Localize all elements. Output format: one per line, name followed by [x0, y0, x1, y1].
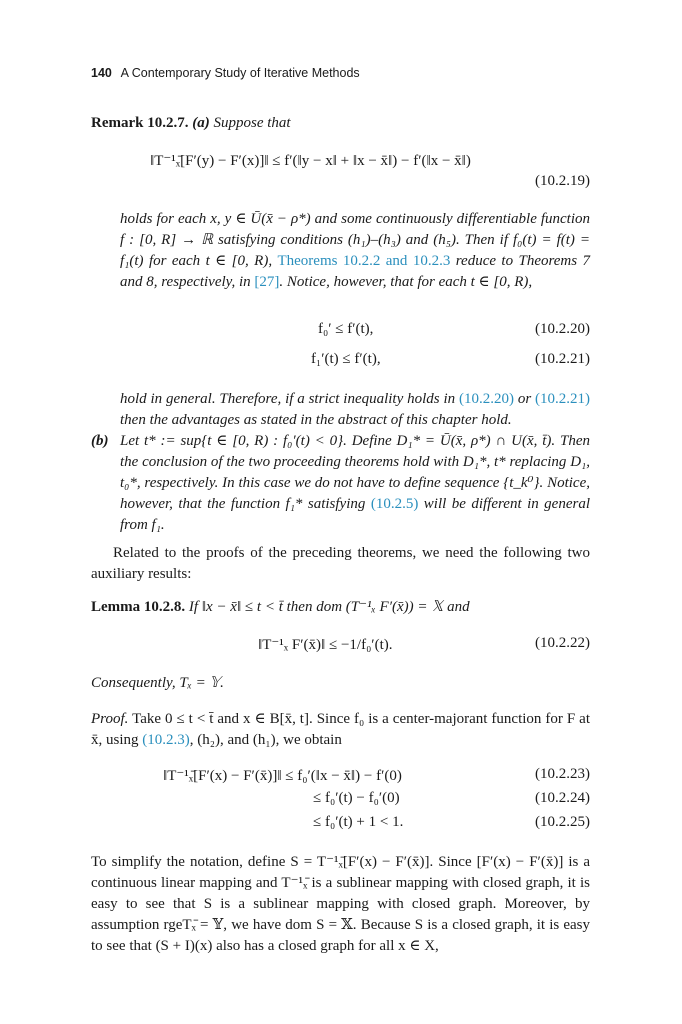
remark-part-a-paragraph: holds for each x, y ∈ Ū(x̄ − ρ*) and some continuously differentiable function f : [0, R] → ℝ satisfying conditions (h₁)–(h₃) and (h₅). Then if f₀(t) = f(t) = f₁(t) for each t ∈ [0, R), Theorems 10.2.2 and 10.2.3 reduce to Theorems 7 and 8, respectively, in [27]. Notice, however, that for each t ∈ [0, R), — [120, 211, 590, 290]
part-b-label: (b) — [91, 433, 109, 449]
equation-10-2-21: f₁′(t) ≤ f′(t), — [311, 351, 381, 367]
equation-number: (10.2.24) — [535, 790, 590, 806]
equation-number: (10.2.22) — [535, 635, 590, 651]
proof-paragraph: Proof. Take 0 ≤ t < t̄ and x ∈ B[x̄, t]. Since f₀ is a center-majorant function for F at x̄, using (10.2.3), (h₂), and (h₁), we obtain — [91, 711, 591, 748]
lemma-consequence: Consequently, Tₓ = 𝕐. — [91, 675, 224, 691]
running-title: A Contemporary Study of Iterative Methods — [120, 66, 360, 80]
equation-10-2-19: ‖T⁻¹ₓ̄[F′(y) − F′(x)]‖ ≤ f′(‖y − x‖ + ‖x − x̄‖) − f′(‖x − x̄‖) — [150, 153, 471, 169]
link-eq-10-2-5[interactable]: (10.2.5) — [370, 496, 419, 512]
running-header — [91, 66, 360, 80]
remark-part-a-conclusion: hold in general. Therefore, if a strict inequality holds in (10.2.20) or (10.2.21) then the advantages as stated in the abstract of this chapter hold. — [120, 391, 590, 428]
link-eq-10-2-21[interactable]: (10.2.21) — [535, 391, 590, 407]
equation-10-2-24: ≤ f₀′(t) − f₀′(0) — [313, 790, 400, 806]
final-paragraph: To simplify the notation, define S = T⁻¹ₓ̄[F′(x) − F′(x̄)]. Since [F′(x) − F′(x̄)] is a continuous linear mapping and T⁻¹ₓ̄ is a sublinear mapping with closed graph, it is easy to see that S is a sublinear mapping with closed graph. Moreover, by assumption rgeTₓ̄ = 𝕐, we have dom S = 𝕏. Because S is a closed graph, it is easy to see that (S + I)(x) also has a closed graph for all x ∈ X, — [91, 854, 590, 954]
part-a-label: (a) — [192, 115, 210, 131]
equation-number: (10.2.25) — [535, 814, 590, 830]
proof-label: Proof. — [91, 711, 129, 727]
equation-number: (10.2.23) — [535, 766, 590, 782]
link-eq-10-2-3[interactable]: (10.2.3) — [142, 732, 190, 748]
equation-number: (10.2.19) — [535, 173, 590, 189]
page-number: 140 — [91, 66, 112, 80]
link-eq-10-2-20[interactable]: (10.2.20) — [458, 391, 514, 407]
related-paragraph: Related to the proofs of the preceding theorems, we need the following two auxiliary results: — [91, 545, 590, 582]
link-ref-27[interactable]: [27] — [254, 274, 280, 290]
equation-number: (10.2.20) — [535, 321, 590, 337]
equation-10-2-25: ≤ f₀′(t) + 1 < 1. — [313, 814, 404, 830]
remark-intro: Suppose that — [213, 115, 291, 131]
link-theorems[interactable]: Theorems 10.2.2 and 10.2.3 — [277, 253, 451, 269]
lemma-label: Lemma 10.2.8. — [91, 599, 186, 615]
equation-10-2-20: f₀′ ≤ f′(t), — [318, 321, 374, 337]
equation-number: (10.2.21) — [535, 351, 590, 367]
remark-part-b-paragraph: Let t* := sup{t ∈ [0, R) : f₀′(t) < 0}. Define D₁* = Ū(x̄, ρ*) ∩ U(x̄, t̄). Then the conclusion of the two proceeding theorems hold with D₁*, t* replacing D₁, t₀*, respectively. In this case we do not have to define sequence {t_k⁰}. Notice, however, that the function f₁* satisfying (10.2.5) will be different in general from f₁. — [120, 433, 591, 533]
equation-10-2-22: ‖T⁻¹ₓ F′(x̄)‖ ≤ −1/f₀′(t). — [258, 637, 393, 653]
equation-10-2-23: ‖T⁻¹ₓ̄[F′(x) − F′(x̄)]‖ ≤ f₀′(‖x − x̄‖) − f′(0) — [163, 768, 402, 784]
lemma-statement: Lemma 10.2.8. If ‖x − x̄‖ ≤ t < t̄ then dom (T⁻¹ₓ F′(x̄)) = 𝕏 and — [91, 599, 470, 615]
remark-label: Remark 10.2.7. — [91, 115, 189, 131]
remark-heading — [91, 113, 590, 134]
